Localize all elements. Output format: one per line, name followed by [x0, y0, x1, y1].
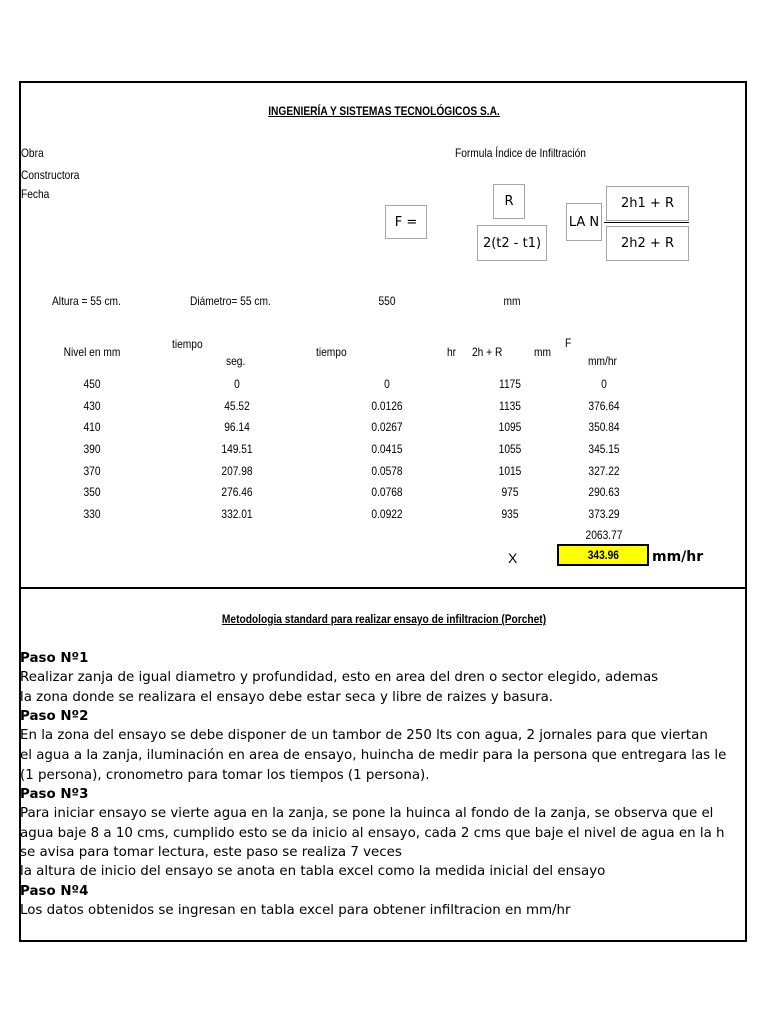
table-cell: 376.64 — [588, 399, 620, 413]
table-cell: 410 — [83, 420, 101, 434]
header-seg: seg. — [226, 354, 246, 368]
step-1-heading: Paso Nº1 — [20, 651, 89, 666]
table-cell: 430 — [83, 399, 101, 413]
table-cell: 0.0578 — [371, 464, 403, 478]
table-cell: 1095 — [498, 420, 522, 434]
diameter-unit: mm — [503, 294, 521, 308]
header-mmhr: mm/hr — [588, 354, 617, 368]
table-cell: 450 — [83, 377, 101, 391]
table-cell: 0 — [601, 377, 607, 391]
step-3-heading: Paso Nº3 — [20, 787, 89, 802]
table-cell: 373.29 — [588, 507, 620, 521]
table-cell: 0.0415 — [371, 442, 403, 456]
numerator-2h1-box: 2h1 + R — [606, 186, 689, 221]
paragraph-line: Realizar zanja de igual diametro y profundidad, esto en area del dren o sector elegido, ademas — [20, 670, 659, 685]
header-tiempo-seg: tiempo — [172, 337, 203, 351]
table-cell: 330 — [83, 507, 101, 521]
step-2-heading: Paso Nº2 — [20, 709, 89, 724]
denominator-t-box: 2(t2 - t1) — [477, 225, 547, 261]
diameter-value: 550 — [378, 294, 396, 308]
average-unit: mm/hr — [652, 549, 704, 565]
diametro-label: Diámetro= 55 cm. — [190, 294, 271, 308]
paragraph-line: agua baje 8 a 10 cms, cumplido esto se da inicio al ensayo, cada 2 cms que baje el nivel de agua en la h — [20, 826, 725, 841]
paragraph-line: la zona donde se realizara el ensayo debe estar seca y libre de raizes y basura. — [20, 690, 554, 705]
table-cell: 1015 — [498, 464, 522, 478]
table-cell: 1055 — [498, 442, 522, 456]
paragraph-line: En la zona del ensayo se debe disponer de un tambor de 250 lts con agua, 2 jornales para que viertan — [20, 728, 708, 743]
methodology-section — [19, 589, 747, 942]
company-title: INGENIERÍA Y SISTEMAS TECNOLÓGICOS S.A. — [268, 104, 500, 118]
header-mm: mm — [534, 345, 551, 359]
paragraph-line: Para iniciar ensayo se vierte agua en la zanja, se pone la huinca al fondo de la zanja, se observa que el — [20, 806, 714, 821]
sum-value: 2063.77 — [585, 528, 623, 542]
table-cell: 327.22 — [588, 464, 620, 478]
table-cell: 290.63 — [588, 485, 620, 499]
denominator-2h2-box: 2h2 + R — [606, 226, 689, 261]
methodology-title: Metodologia standard para realizar ensayo de infiltracion (Porchet) — [221, 612, 547, 626]
paragraph-line: Los datos obtenidos se ingresan en tabla excel para obtener infiltracion en mm/hr — [20, 903, 571, 918]
step-4-heading: Paso Nº4 — [20, 884, 89, 899]
header-tiempo-hr: tiempo — [316, 345, 347, 359]
table-cell: 276.46 — [221, 485, 253, 499]
header-nivel: Nivel en mm — [63, 345, 121, 359]
table-cell: 1135 — [499, 399, 521, 413]
table-cell: 345.15 — [588, 442, 620, 456]
fraction-bar — [604, 222, 689, 223]
average-result-cell — [557, 544, 649, 566]
header-hr: hr — [447, 345, 457, 359]
altura-label: Altura = 55 cm. — [52, 294, 121, 308]
paragraph-line: la altura de inicio del ensayo se anota en tabla excel como la medida inicial del ensayo — [20, 864, 606, 879]
f-equals-box: F = — [385, 205, 427, 239]
average-label: X — [508, 550, 518, 566]
table-cell: 0.0267 — [371, 420, 403, 434]
header-2h-r: 2h + R — [472, 345, 503, 359]
obra-label: Obra — [21, 146, 44, 160]
table-cell: 935 — [501, 507, 519, 521]
table-cell: 0.0922 — [371, 507, 403, 521]
table-cell: 390 — [83, 442, 101, 456]
table-cell: 0.0768 — [371, 485, 403, 499]
average-value: 343.96 — [587, 548, 619, 562]
paragraph-line: el agua a la zanja, iluminación en area de ensayo, huincha de medir para la persona que entregara las le — [20, 748, 727, 763]
ln-box: LA N — [566, 203, 602, 241]
numerator-r-box: R — [493, 184, 525, 219]
paragraph-line: se avisa para tomar lectura, este paso se realiza 7 veces — [20, 845, 402, 860]
table-cell: 96.14 — [224, 420, 250, 434]
header-f: F — [565, 336, 572, 350]
table-cell: 332.01 — [221, 507, 253, 521]
table-cell: 0 — [384, 377, 390, 391]
fecha-label: Fecha — [21, 187, 50, 201]
table-cell: 350.84 — [588, 420, 620, 434]
formula-title: Formula Índice de Infiltración — [455, 146, 586, 160]
table-cell: 350 — [83, 485, 101, 499]
table-cell: 45.52 — [224, 399, 250, 413]
constructora-label: Constructora — [21, 168, 80, 182]
table-cell: 0 — [234, 377, 240, 391]
table-cell: 149.51 — [221, 442, 253, 456]
table-cell: 1175 — [499, 377, 521, 391]
table-cell: 975 — [501, 485, 519, 499]
table-cell: 0.0126 — [371, 399, 403, 413]
paragraph-line: (1 persona), cronometro para tomar los tiempos (1 persona). — [20, 768, 430, 783]
table-cell: 370 — [83, 464, 101, 478]
table-cell: 207.98 — [221, 464, 253, 478]
